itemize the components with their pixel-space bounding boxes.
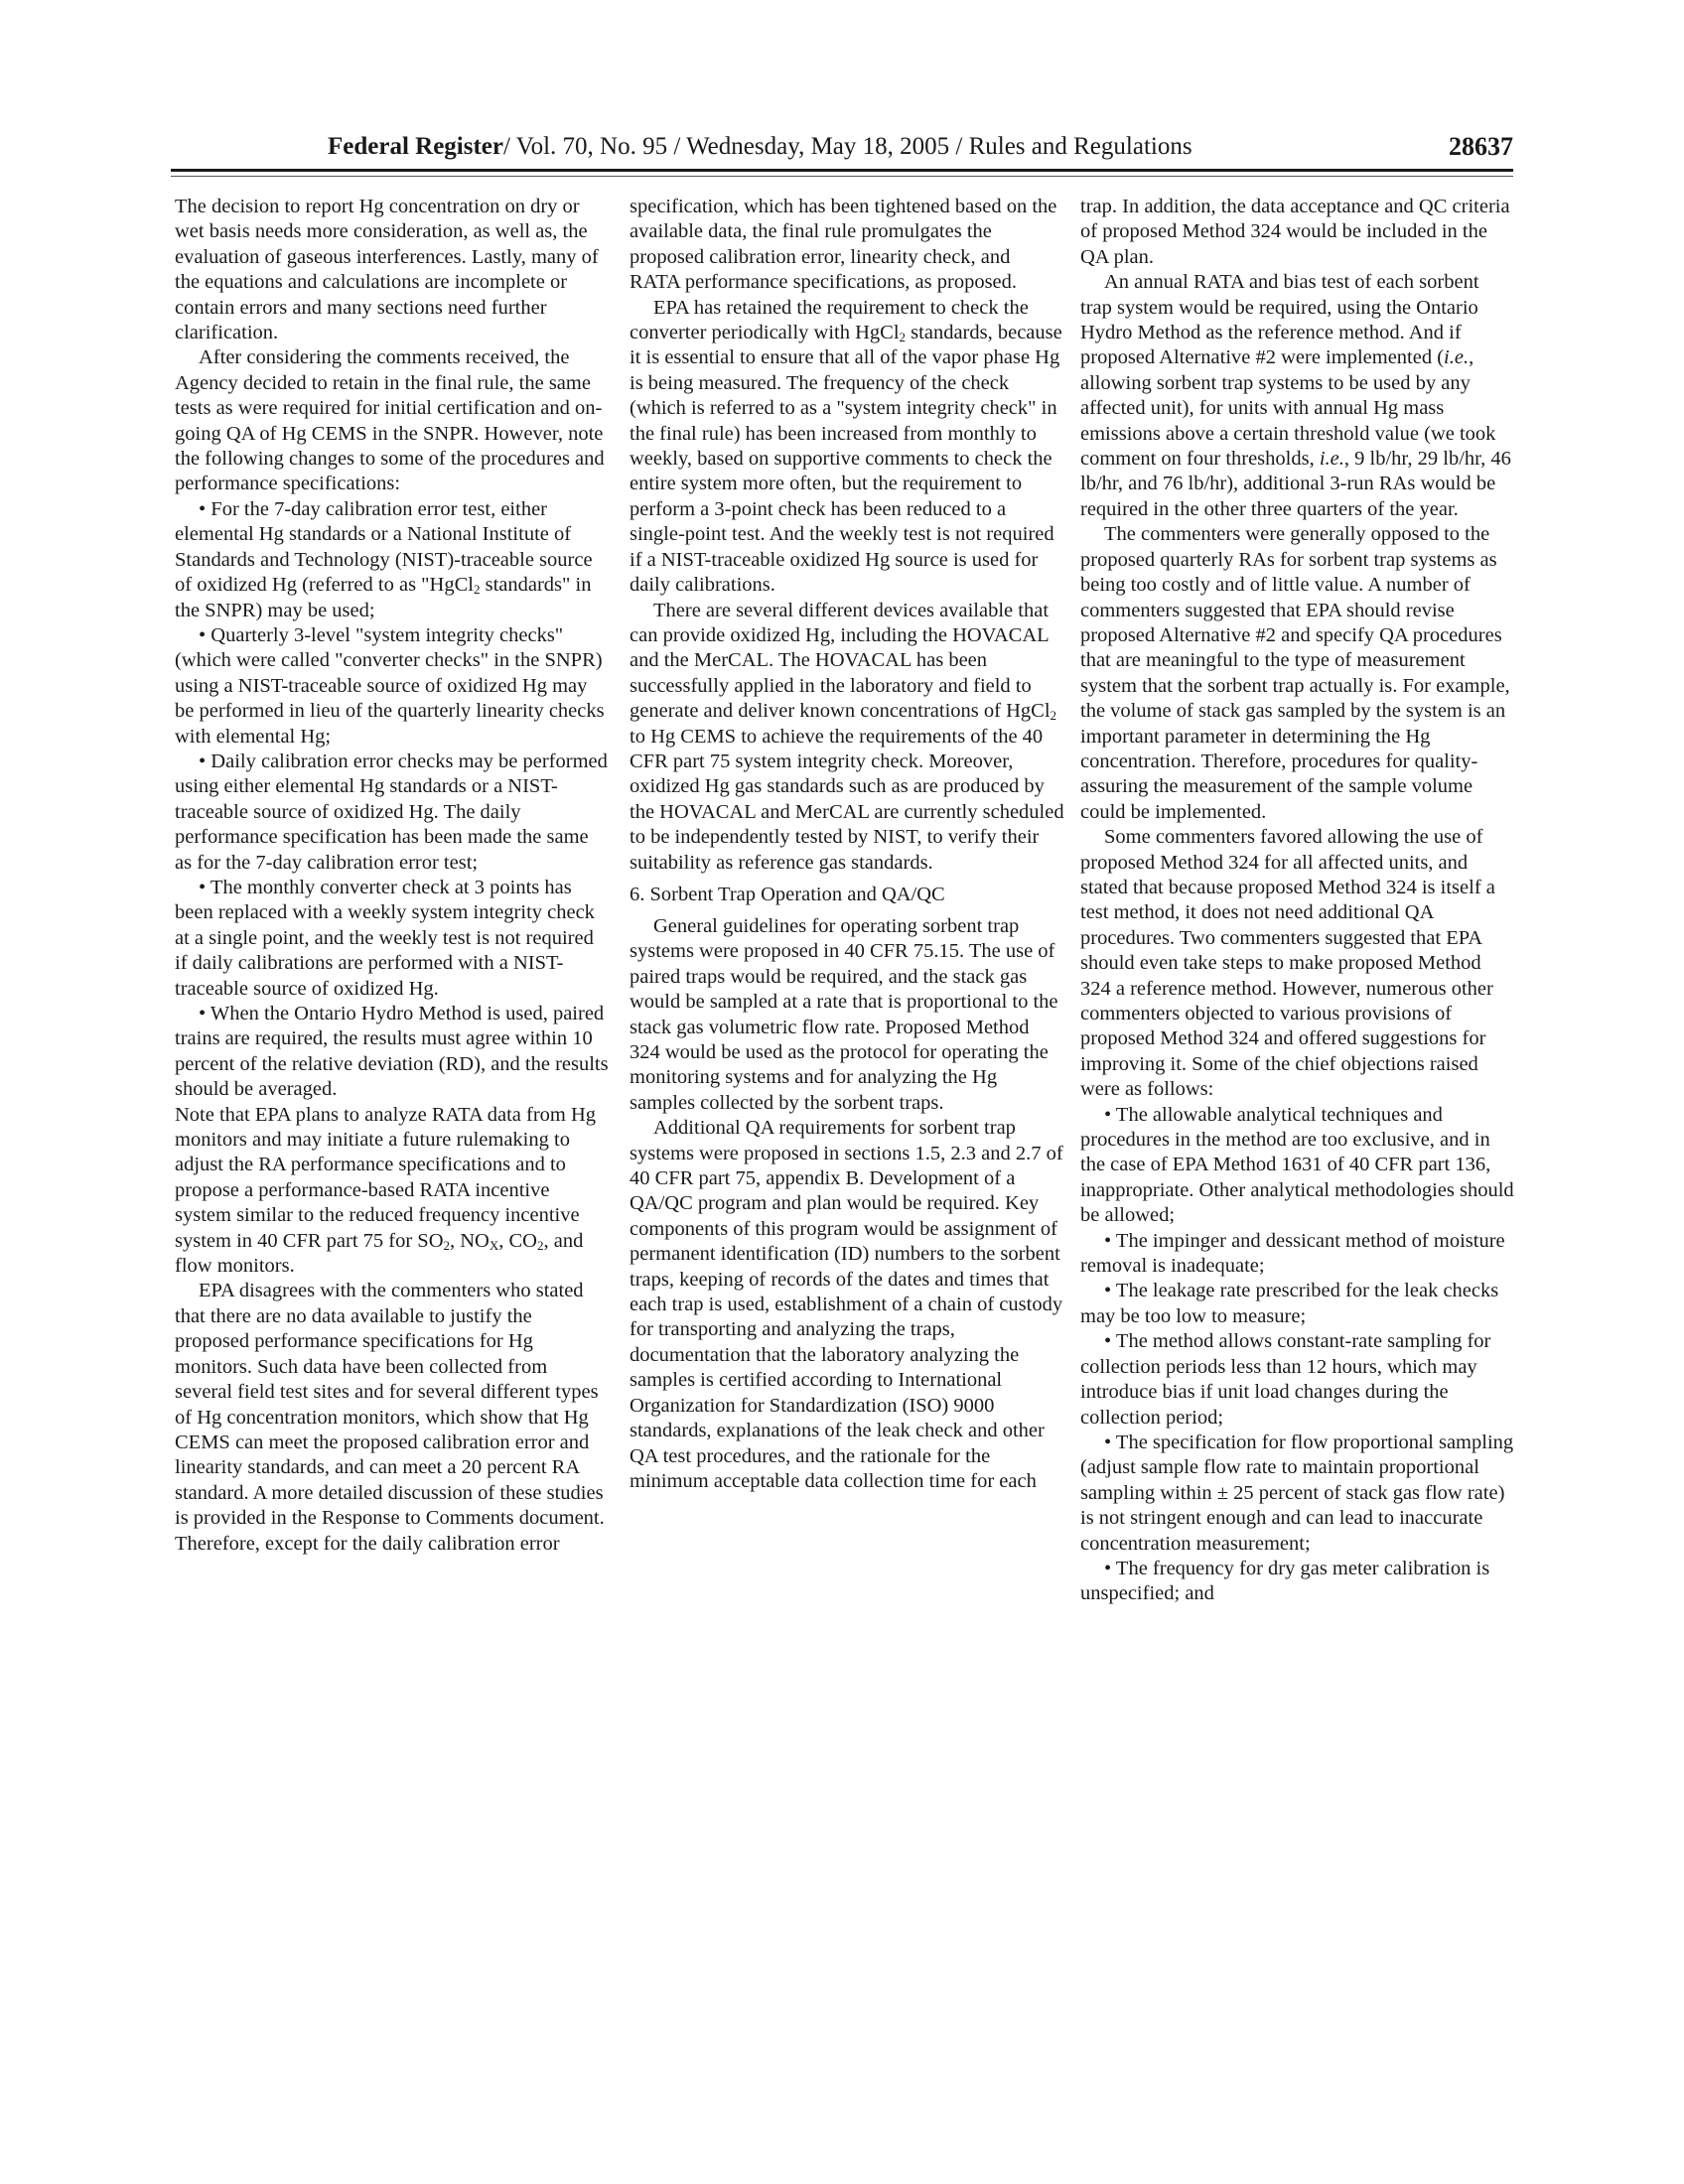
page-number: 28637 [1449,132,1513,161]
paragraph: An annual RATA and bias test of each sorbent trap system would be required, using the Ontario Hydro Method as the reference method. And if proposed Alternative #2 were implemented (i.e., allowing sorbent trap systems to be used by any affected unit), for units with annual Hg mass emissions above a certain threshold value (we took comment on four thresholds, i.e., 9 lb/hr, 29 lb/hr, 46 lb/hr, and 76 lb/hr), additional 3-run RAs would be required in the other three quarters of the year. [1080,271,1511,520]
paragraph: specification, which has been tightened based on the available data, the final rule promulgates the proposed calibration error, linearity check, and RATA performance specifications, as proposed. [630,196,1057,294]
bullet-item: • The frequency for dry gas meter calibration is unspecified; and [1080,1557,1490,1605]
header-citation [328,127,1193,167]
paragraph: General guidelines for operating sorbent trap systems were proposed in 40 CFR 75.15. The use of paired traps would be required, and the stack gas would be sampled at a rate that is proportional to the stack gas volumetric flow rate. Proposed Method 324 would be used as the protocol for operating the monitoring systems and for analyzing the Hg samples collected by the sorbent traps. [630,914,1058,1114]
section-heading: 6. Sorbent Trap Operation and QA/QC [630,883,945,905]
bullet-item: • When the Ontario Hydro Method is used, paired trains are required, the results must agree within 10 percent of the relative deviation (RD), and the results should be averaged. [175,1003,609,1101]
column-3 [1080,195,1515,1607]
paragraph: After considering the comments received, the Agency decided to retain in the final rule, the same tests as were required for initial certification and on-going QA of Hg CEMS in the SNPR. However, note the following changes to some of the procedures and performance specifications: [175,346,605,495]
bullet-item: • The monthly converter check at 3 points has been replaced with a weekly system integrity check at a single point, and the weekly test is not required if daily calibrations are performed with a NIST-traceable source of oxidized Hg. [175,876,595,1000]
paragraph: trap. In addition, the data acceptance and QC criteria of proposed Method 324 would be included in the QA plan. [1080,196,1510,268]
bullet-item: • For the 7-day calibration error test, either elemental Hg standards or a National Institute of Standards and Technology (NIST)-traceable source of oxidized Hg (referred to as "HgCl$_2$ standards" in the SNPR) may be used; [175,497,593,621]
bullet-item: • The method allows constant-rate sampling for collection periods less than 12 hours, which may introduce bias if unit load changes during the collection period; [1080,1330,1491,1429]
paragraph: EPA has retained the requirement to check the converter periodically with HgCl$_2$ standards, because it is essential to ensure that all of the vapor phase Hg is being measured. The frequency of the check (which is referred to as a "system integrity check" in the final rule) has been increased from monthly to weekly, based on supportive comments to check the entire system more often, but the requirement to perform a 3-point check has been reduced to a single-point test. And the weekly test is not required if a NIST-traceable oxidized Hg source is used for daily calibrations. [630,296,1062,597]
bullet-item: • The impinger and dessicant method of moisture removal is inadequate; [1080,1229,1505,1278]
paragraph: Some commenters favored allowing the use of proposed Method 324 for all affected units, and stated that because proposed Method 324 is itself a test method, it does not need additional QA procedures. Two commenters suggested that EPA should even take steps to make proposed Method 324 a reference method. However, numerous other commenters objected to various provisions of proposed Method 324 and offered suggestions for improving it. Some of the chief objections raised were as follows: [1080,826,1495,1101]
bullet-item: • The leakage rate prescribed for the leak checks may be too low to measure; [1080,1280,1499,1327]
paragraph: The decision to report Hg concentration on dry or wet basis needs more consideration, as well as, the evaluation of gaseous interferences. Lastly, many of the equations and calculations are incomplete or contain errors and many sections need further clarification. [175,196,599,344]
bullet-item: • The allowable analytical techniques and procedures in the method are too exclusive, and in the case of EPA Method 1631 of 40 CFR part 136, inappropriate. Other analytical methodologies should be allowed; [1080,1103,1514,1227]
header-rule-thin [171,176,1513,177]
paragraph: There are several different devices available that can provide oxidized Hg, including the HOVACAL and the MerCAL. The HOVACAL has been successfully applied in the laboratory and field to generate and deliver known concentrations of HgCl$_2$ to Hg CEMS to achieve the requirements of the 40 CFR part 75 system integrity check. Moreover, oxidized Hg gas standards such as are produced by the HOVACAL and MerCAL are currently scheduled to be independently tested by NIST, to verify their suitability as reference gas standards. [630,599,1064,874]
bullet-item: • Daily calibration error checks may be performed using either elemental Hg standards or a NIST-traceable source of oxidized Hg. The daily performance specification has been made the same as for the 7-day calibration error test; [175,750,608,874]
paragraph: EPA disagrees with the commenters who stated that there are no data available to justify the proposed performance specifications for Hg monitors. Such data have been collected from several field test sites and for several different types of Hg concentration monitors, which show that Hg CEMS can meet the proposed calibration error and linearity standards, and can meet a 20 percent RA standard. A more detailed discussion of these studies is provided in the Response to Comments document. Therefore, except for the daily calibration error [175,1280,605,1555]
paragraph: Note that EPA plans to analyze RATA data from Hg monitors and may initiate a future rulemaking to adjust the RA performance specifications and to propose a performance-based RATA incentive system similar to the reduced frequency incentive system in 40 CFR part 75 for $SO_2$, $NO_X$, $CO_2$, and flow monitors. [175,1103,597,1278]
header-rule-thick [171,169,1513,172]
paragraph: Additional QA requirements for sorbent trap systems were proposed in sections 1.5, 2.3 and 2.7 of 40 CFR part 75, appendix B. Development of a QA/QC program and plan would be required. Key components of this program would be assignment of permanent identification (ID) numbers to the sorbent traps, keeping of records of the dates and times that each trap is used, establishment of a chain of custody for transporting and analyzing the traps, documentation that the laboratory analyzing the samples is certified according to International Organization for Standardization (ISO) 9000 standards, explanations of the leak check and other QA test procedures, and the rationale for the minimum acceptable data collection time for each [630,1117,1063,1492]
column-1 [175,195,610,1557]
journal-name: Federal Register [328,133,504,160]
column-2 [630,195,1064,1494]
bullet-item: • Quarterly 3-level "system integrity checks" (which were called "converter checks" in the SNPR) using a NIST-traceable source of oxidized Hg may be performed in lieu of the quarterly linearity checks with elemental Hg; [175,623,605,748]
running-header [171,127,1513,167]
issue-info: / Vol. 70, No. 95 / Wednesday, May 18, 2005 / Rules and Regulations [503,133,1193,160]
bullet-item: • The specification for flow proportional sampling (adjust sample flow rate to maintain proportional sampling within ± 25 percent of stack gas flow rate) is not stringent enough and can lead to inaccurate concentration measurement; [1080,1431,1514,1555]
paragraph: The commenters were generally opposed to the proposed quarterly RAs for sorbent trap systems as being too costly and of little value. A number of commenters suggested that EPA should revise proposed Alternative #2 and specify QA procedures that are meaningful to the type of measurement system that the sorbent trap actually is. For example, the volume of stack gas sampled by the system is an important parameter in determining the Hg concentration. Therefore, procedures for quality-assuring the measurement of the sample volume could be implemented. [1080,523,1510,823]
